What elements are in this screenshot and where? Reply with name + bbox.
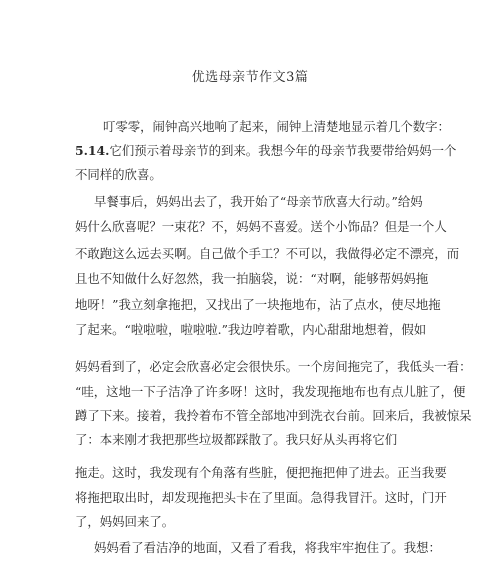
paragraph-3-line-2: “哇，这地一下子洁净了许多呀！这时，我发现拖地布也有点儿脏了，便 xyxy=(75,384,466,399)
paragraph-5-line-1: 妈妈看了看洁净的地面，又看了看我，将我牢牢抱住了。我想： xyxy=(94,540,441,555)
paragraph-4-line-2: 将拖把取出时，却发现拖把头卡在了里面。急得我冒汗。这时，门开 xyxy=(75,490,447,505)
paragraph-2-line-6: 了起来。“啦啦啦，啦啦啦.”我边哼着歌，内心甜甜地想着，假如 xyxy=(75,322,427,337)
paragraph-2-line-5: 地呀！”我立刻拿拖把，又找出了一块拖地布，沾了点水，使尽地拖 xyxy=(75,297,441,312)
paragraph-2-line-4: 且也不知做什么好忽然，我一拍脑袋，说：“对啊，能够帮妈妈拖 xyxy=(75,271,429,286)
paragraph-4-line-1: 拖走。这时，我发现有个角落有些脏，便把拖把伸了进去。正当我要 xyxy=(75,465,447,480)
date-number: 5.14. xyxy=(75,143,110,158)
paragraph-1-line-2-text: 它们预示着母亲节的到来。我想今年的母亲节我要带给妈妈一个 xyxy=(109,143,457,158)
paragraph-1-line-1: 叮零零，闹钟高兴地响了起来，闹钟上清楚地显示着几个数字： xyxy=(103,119,450,134)
paragraph-2-line-2: 妈什么欣喜呢？一束花？不，妈妈不喜爱。送个小饰品？但是一个人 xyxy=(75,219,447,234)
paragraph-3-line-4: 了：本来刚才我把那些垃圾都踩散了。我只好从头再将它们 xyxy=(75,432,398,447)
paragraph-1-line-2 xyxy=(75,143,456,159)
paragraph-3-line-3: 蹲了下来。接着，我拎着布不管全部地冲到洗衣台前。回来后，我被惊呆 xyxy=(75,408,472,423)
paragraph-2-line-1: 早餐事后，妈妈出去了，我开始了“母亲节欣喜大行动。”给妈 xyxy=(94,194,423,209)
paragraph-2-line-3: 不敢跑这么远去买啊。自己做个手工？不可以，我做得必定不漂亮，而 xyxy=(75,246,460,261)
paragraph-1-line-3: 不同样的欣喜。 xyxy=(75,167,162,182)
paragraph-4-line-3: 了，妈妈回来了。 xyxy=(75,514,175,529)
paragraph-3-line-1: 妈妈看到了，必定会欣喜必定会很快乐。一个房间拖完了，我低头一看： xyxy=(75,359,472,374)
document-title: 优选母亲节作文3篇 xyxy=(191,70,309,85)
